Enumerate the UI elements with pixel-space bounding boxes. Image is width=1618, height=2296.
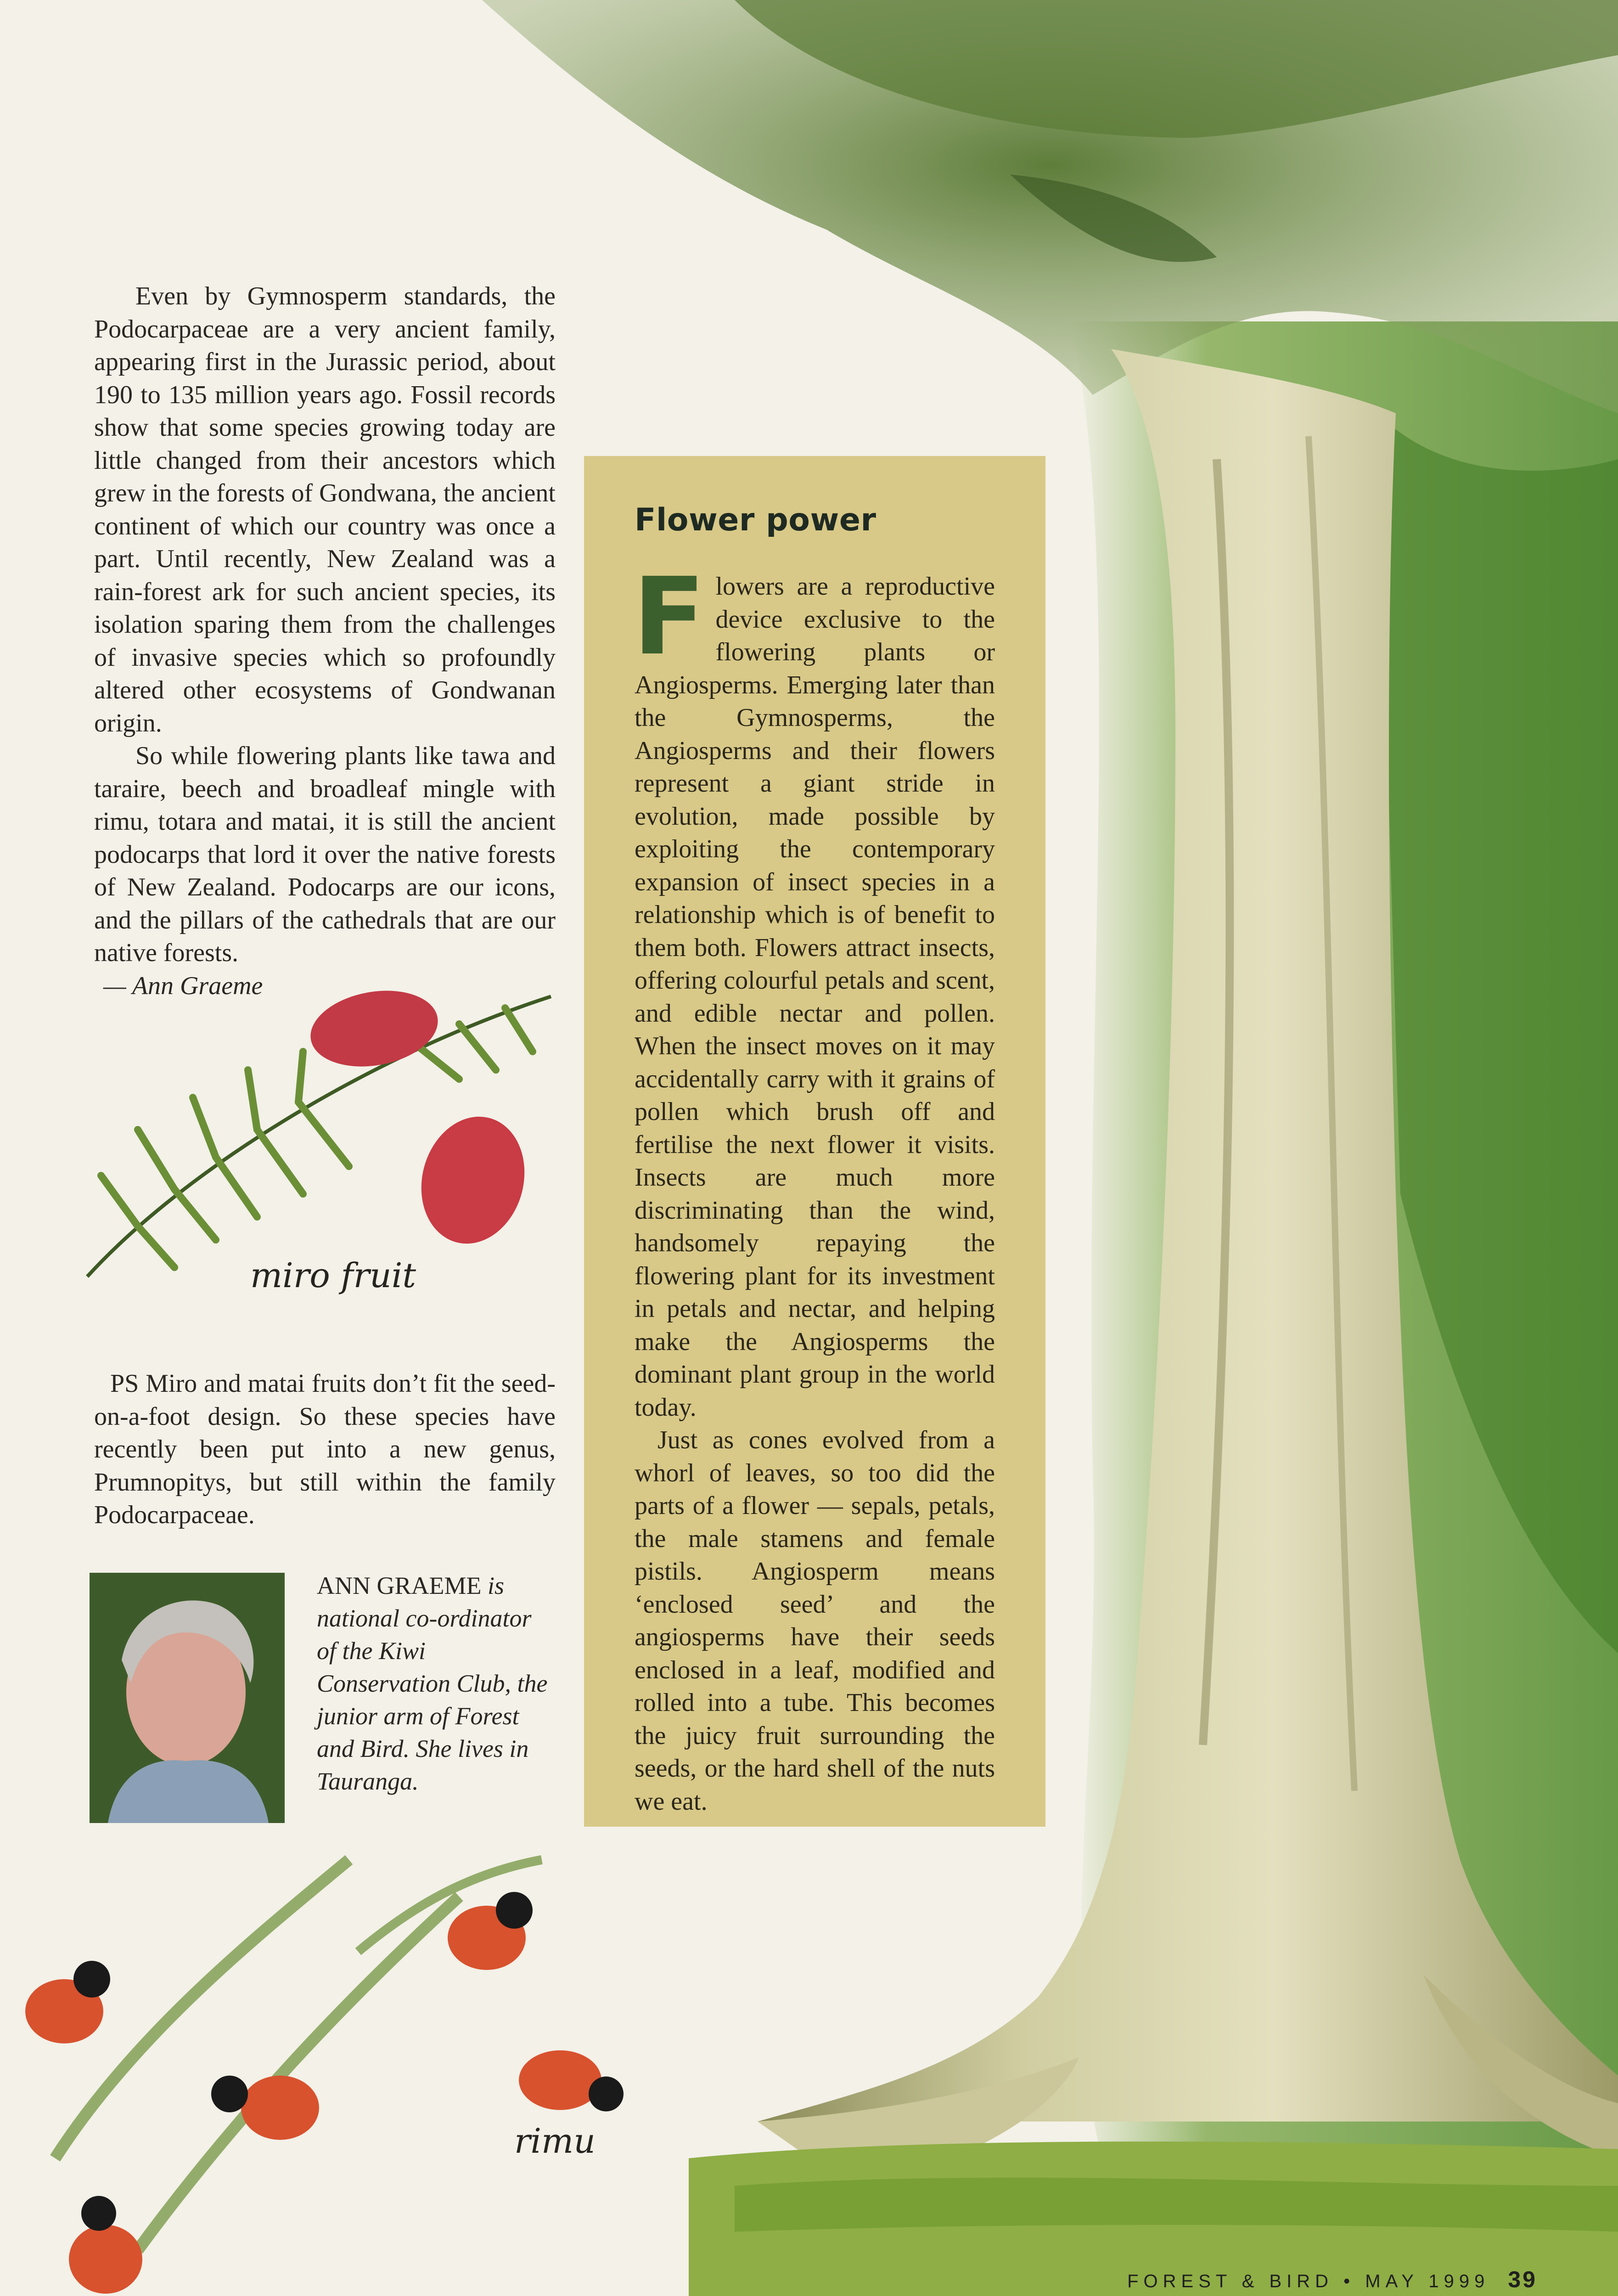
drop-cap: F bbox=[633, 555, 706, 679]
author-name: ANN GRAEME bbox=[317, 1572, 482, 1599]
flower-power-sidebar bbox=[584, 456, 1045, 1827]
sidebar-paragraph-1-text: lowers are a reproductive device exclusive to the flowering plants or Angiosperms. Emerging later than the Gymnosperms, the Angiosperms and their flowers represent a giant stride in evolution, made possible by exploiting the contemporary expansion of insect species in a relationship which is of benefit to them both. Flowers attract insects, offering colourful petals and scent, and edible nectar and pollen. When the insect moves on it may accidentally carry with it grains of pollen which brush off and fertilise the next flower it visits. Insects are much more discriminating than the wind, handsomely repaying the flowering plant for its investment in petals and nectar, and helping make the Angiosperms the dominant plant group in the world today. bbox=[635, 572, 995, 1422]
signoff-text: — Ann Graeme bbox=[103, 971, 263, 1000]
rimu-label: rimu bbox=[514, 2122, 596, 2161]
article-paragraph-1: Even by Gymnosperm standards, the Podocarpaceae are a very ancient family, appearing first in the Jurassic period, about 190 to 135 million years ago. Fossil records show that some species growing today are little changed from their ancestors which grew in the forests of Gondwana, the ancient continent of which our country was once a part. Until recently, New Zealand was a rain-forest ark for such ancient species, its isolation sparing them from the challenges of invasive species which so profoundly altered other ecosystems of Gondwanan origin. bbox=[94, 282, 556, 737]
ps-note bbox=[94, 1367, 556, 1532]
miro-fruit-illustration bbox=[87, 981, 551, 1277]
miro-fruit-label: miro fruit bbox=[250, 1256, 416, 1295]
author-description: is national co-ordinator of the Kiwi Conservation Club, the junior arm of Forest and Bird. She lives in Tauranga. bbox=[317, 1572, 548, 1795]
sidebar-title: Flower power bbox=[635, 502, 876, 538]
article-signoff bbox=[94, 970, 556, 1003]
sidebar-body bbox=[633, 555, 995, 1818]
article-paragraph-2: So while flowering plants like tawa and taraire, beech and broadleaf mingle with rimu, totara and matai, it is still the ancient podocarps that lord it over the native forests of New Zealand. Podocarps are our icons, and the pillars of the cathedrals that are our native forests. bbox=[94, 742, 556, 967]
publication-line: FOREST & BIRD • MAY 1999 bbox=[1127, 2271, 1490, 2291]
page-number: 39 bbox=[1508, 2267, 1537, 2292]
page-footer bbox=[1127, 2266, 1537, 2293]
ps-paragraph: PS Miro and matai fruits don’t fit the seed-on-a-foot design. So these species have recently been put into a new genus, Prumnopitys, but still within the family Podocarpaceae. bbox=[94, 1369, 556, 1529]
sidebar-paragraph-2: Just as cones evolved from a whorl of leaves, so too did the parts of a flower — sepals, petals, the male stamens and female pistils. Angiosperm means ‘enclosed seed’ and the angiosperms have their seeds enclosed in a leaf, modified and rolled into a tube. This becomes the juicy fruit surrounding the seeds, or the hard shell of the nuts we eat. bbox=[635, 1426, 995, 1816]
author-photo bbox=[90, 1573, 285, 1823]
sidebar-paragraph-1 bbox=[633, 555, 995, 1424]
author-bio bbox=[317, 1570, 556, 1798]
article-column bbox=[94, 280, 556, 1002]
rimu-illustration bbox=[25, 1860, 624, 2294]
